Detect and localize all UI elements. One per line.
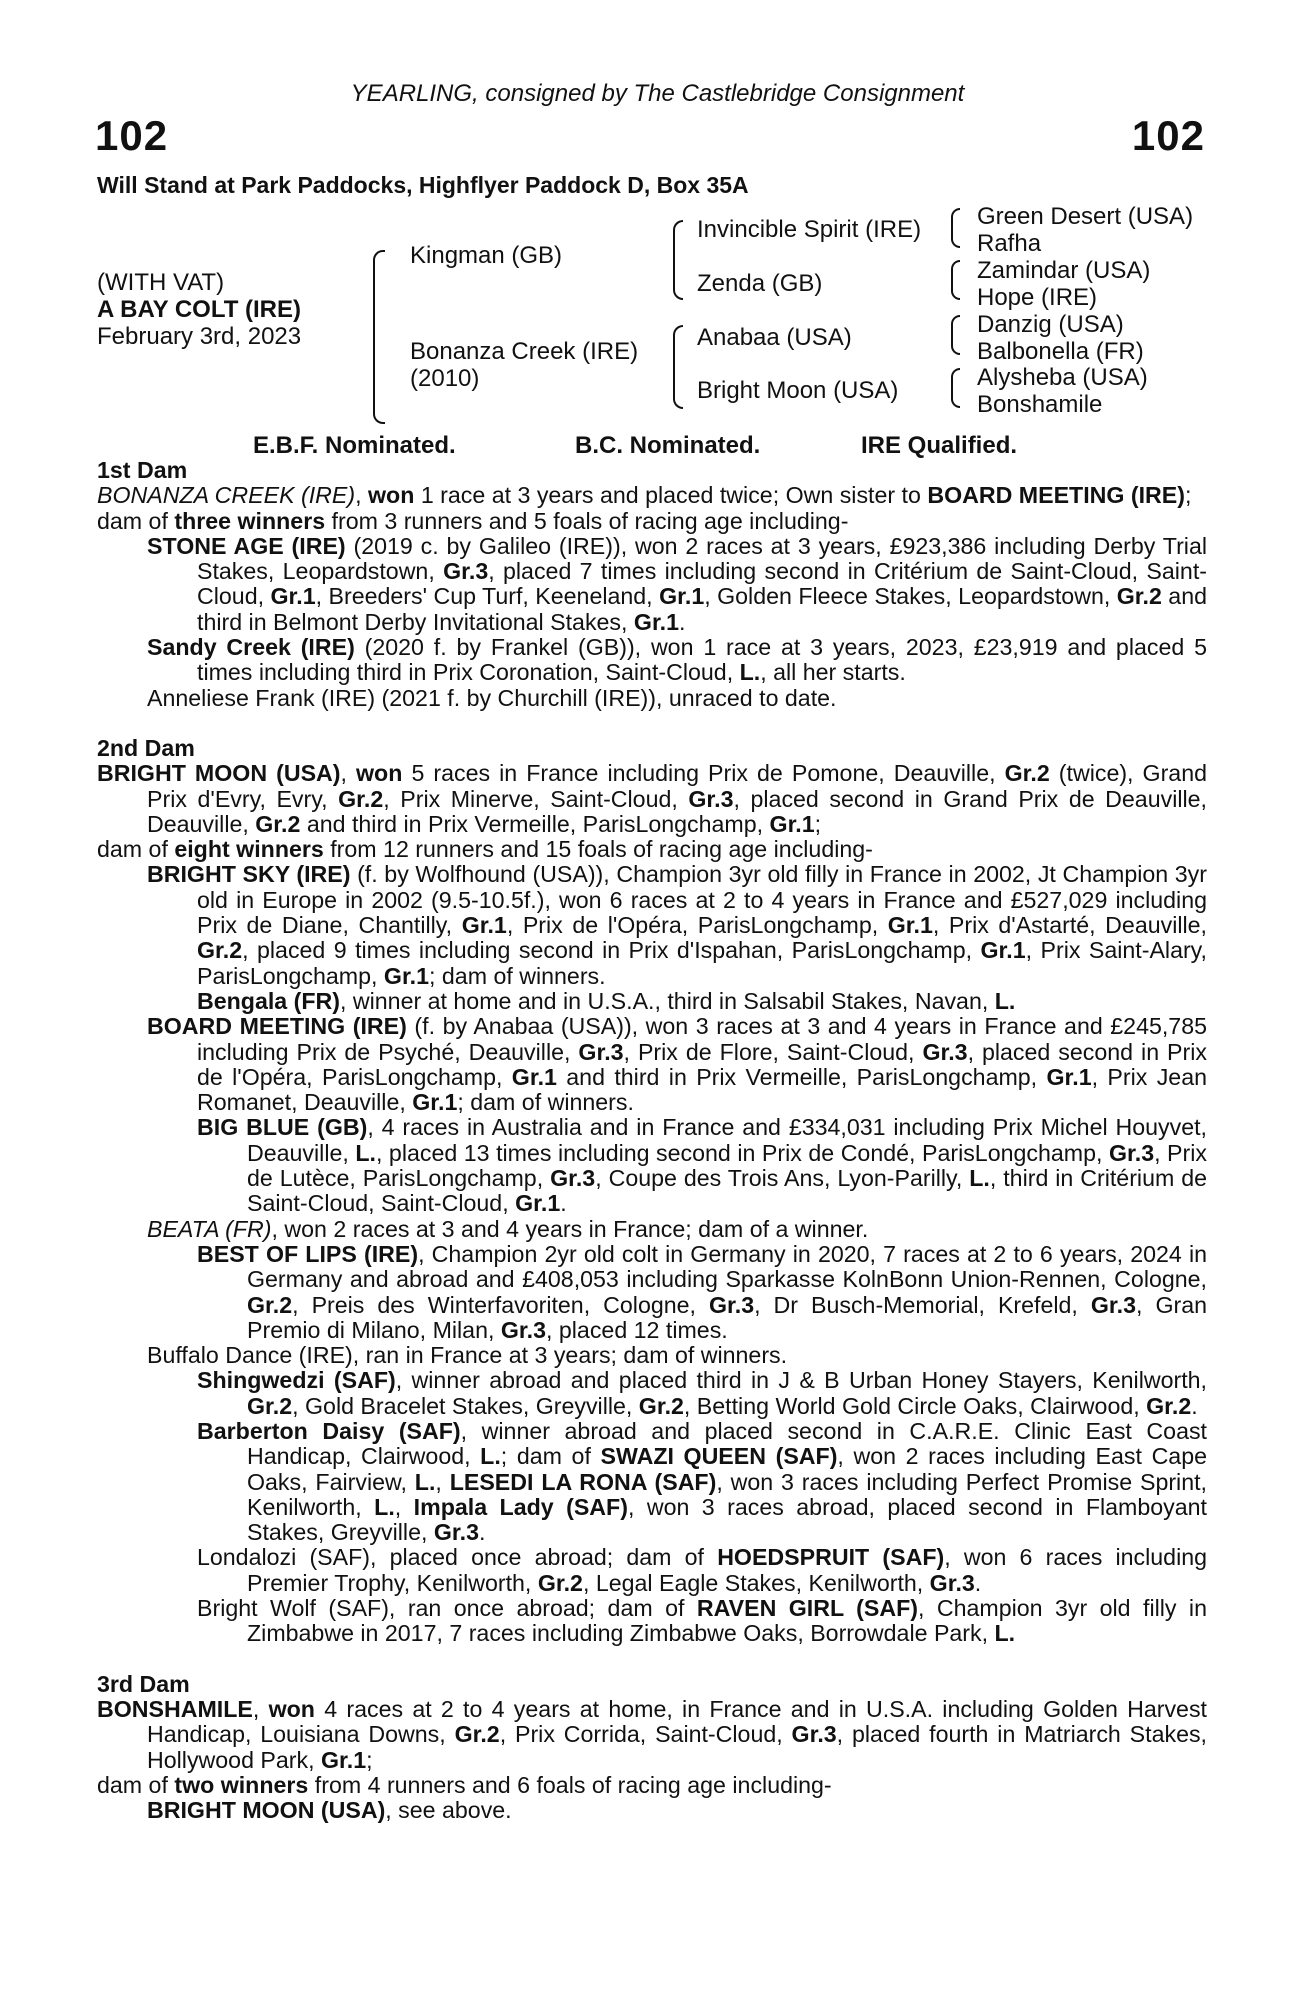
first-dam-heading: 1st Dam	[97, 457, 188, 483]
produce-beata: BEATA (FR), won 2 races at 3 and 4 years in France; dam of a winner.	[147, 1215, 869, 1242]
first-dam-entry: BONANZA CREEK (IRE), won 1 race at 3 years and placed twice; Own sister to BOARD MEETING (IRE);	[97, 482, 1192, 509]
pedigree-brace-sire	[673, 220, 683, 300]
ss-dam-name: Rafha	[977, 230, 1042, 257]
produce-bright-wolf: Bright Wolf (SAF), ran once abroad; dam of RAVEN GIRL (SAF), Champion 3yr old filly in Zimbabwe in 2017, 7 races including Zimbabwe Oaks, Borrowdale Park, L.	[197, 1595, 1207, 1647]
sire-name: Kingman (GB)	[410, 242, 563, 269]
produce-barberton-daisy: Barberton Daisy (SAF), winner abroad and placed second in C.A.R.E. Clinic East Coast Handicap, Clairwood, L.; dam of SWAZI QUEEN (SAF), won 2 races including East Cape Oaks, Fairview, L., LESEDI LA RONA (SAF), won 3 races including Perfect Promise Sprint, Kenilworth, L., Impala Lady (SAF), won 3 races abroad, placed second in Flamboyant Stakes, Greyville, Gr.3.	[197, 1417, 1207, 1546]
horse-name: A BAY COLT (IRE)	[97, 296, 302, 323]
bc-nomination: B.C. Nominated.	[575, 432, 761, 459]
pedigree-brace-dd	[951, 368, 960, 408]
produce-bright-moon-ref: BRIGHT MOON (USA), see above.	[147, 1797, 512, 1824]
pedigree-brace-sd	[951, 260, 960, 300]
produce-stone-age: STONE AGE (IRE) (2019 c. by Galileo (IRE)), won 2 races at 3 years, £923,386 including Derby Trial Stakes, Leopardstown, Gr.3, placed 7 times including second in Critérium de Saint-Cloud, Saint-Cloud, Gr.1, Breeders' Cup Turf, Keeneland, Gr.1, Golden Fleece Stakes, Leopardstown, Gr.2 and third in Belmont Derby Invitational Stakes, Gr.1.	[147, 532, 1208, 635]
second-dam-entry: BRIGHT MOON (USA), won 5 races in France including Prix de Pomone, Deauville, Gr.2 (twice), Grand Prix d'Evry, Evry, Gr.2, Prix Minerve, Saint-Cloud, Gr.3, placed second in Grand Prix de Deauville, Deauville, Gr.2 and third in Prix Vermeille, ParisLongchamp, Gr.1;	[97, 760, 1207, 837]
third-dam-heading: 3rd Dam	[97, 1670, 190, 1697]
produce-best-of-lips: BEST OF LIPS (IRE), Champion 2yr old colt in Germany in 2020, 7 races at 2 to 6 years, 2024 in Germany and abroad and £408,053 including Sparkasse KolnBonn Union-Rennen, Cologne, Gr.2, Preis des Winterfavoriten, Cologne, Gr.3, Dr Busch-Memorial, Krefeld, Gr.3, Gran Premio di Milano, Milan, Gr.3, placed 12 times.	[197, 1240, 1207, 1343]
pedigree-brace-gen1	[373, 250, 385, 424]
produce-big-blue: BIG BLUE (GB), 4 races in Australia and in France and £334,031 including Prix Michel Houyvet, Deauville, L., placed 13 times including second in Prix de Condé, ParisLongchamp, Gr.3, Prix de Lutèce, ParisLongchamp, Gr.3, Coupe des Trois Ans, Lyon-Parilly, L., third in Critérium de Saint-Cloud, Saint-Cloud, Gr.1.	[197, 1114, 1207, 1217]
produce-bengala: Bengala (FR), winner at home and in U.S.A., third in Salsabil Stakes, Navan, L.	[197, 987, 1016, 1014]
dam-year: (2010)	[410, 365, 480, 392]
second-dam-heading: 2nd Dam	[97, 734, 195, 761]
sire-dam-name: Zenda (GB)	[697, 270, 823, 297]
produce-sandy-creek: Sandy Creek (IRE) (2020 f. by Frankel (GB)), won 1 race at 3 years, 2023, £23,919 and placed 5 times including third in Prix Coronation, Saint-Cloud, L., all her starts.	[147, 634, 1207, 686]
pedigree-brace-dam	[673, 325, 683, 409]
pedigree-brace-ss	[951, 208, 960, 248]
dam-name: Bonanza Creek (IRE)	[410, 338, 639, 365]
dam-sire-name: Anabaa (USA)	[697, 324, 852, 351]
produce-anneliese-frank: Anneliese Frank (IRE) (2021 f. by Churchill (IRE)), unraced to date.	[147, 684, 837, 711]
vat-note: (WITH VAT)	[97, 269, 225, 296]
produce-buffalo-dance: Buffalo Dance (IRE), ran in France at 3 years; dam of winners.	[147, 1342, 788, 1369]
third-dam-produce-line: dam of two winners from 4 runners and 6 foals of racing age including-	[97, 1771, 832, 1798]
catalogue-body	[97, 458, 1207, 1823]
dam-dam-name: Bright Moon (USA)	[697, 377, 899, 404]
ds-dam-name: Balbonella (FR)	[977, 338, 1144, 365]
produce-board-meeting: BOARD MEETING (IRE) (f. by Anabaa (USA)), won 3 races at 3 and 4 years in France and £245,785 including Prix de Psyché, Deauville, Gr.3, Prix de Flore, Saint-Cloud, Gr.3, placed second in Prix de l'Opéra, ParisLongchamp, Gr.1 and third in Prix Vermeille, ParisLongchamp, Gr.1, Prix Jean Romanet, Deauville, Gr.1; dam of winners.	[147, 1013, 1207, 1116]
lot-number-left: 102	[95, 112, 169, 159]
ss-sire-name: Green Desert (USA)	[977, 203, 1194, 230]
ire-qualified: IRE Qualified.	[861, 432, 1018, 459]
produce-shingwedzi: Shingwedzi (SAF), winner abroad and placed third in J & B Urban Honey Stayers, Kenilworth, Gr.2, Gold Bracelet Stakes, Greyville, Gr.2, Betting World Gold Circle Oaks, Clairwood, Gr.2.	[197, 1367, 1208, 1419]
third-dam-entry: BONSHAMILE, won 4 races at 2 to 4 years at home, in France and in U.S.A. including Golden Harvest Handicap, Louisiana Downs, Gr.2, Prix Corrida, Saint-Cloud, Gr.3, placed fourth in Matriarch Stakes, Hollywood Park, Gr.1;	[97, 1695, 1208, 1773]
ds-sire-name: Danzig (USA)	[977, 311, 1124, 338]
consignment-line: YEARLING, consigned by The Castlebridge Consignment	[350, 80, 965, 107]
sd-dam-name: Hope (IRE)	[977, 284, 1098, 311]
dd-sire-name: Alysheba (USA)	[977, 364, 1148, 391]
pedigree-brace-ds	[951, 315, 960, 355]
ebf-nomination: E.B.F. Nominated.	[253, 432, 456, 459]
dd-dam-name: Bonshamile	[977, 391, 1103, 418]
produce-bright-sky: BRIGHT SKY (IRE) (f. by Wolfhound (USA)), Champion 3yr old filly in France in 2002, Jt Champion 3yr old in Europe in 2002 (9.5-10.5f.), won 6 races at 2 to 4 years in France and £527,029 including Prix de Diane, Chantilly, Gr.1, Prix de l'Opéra, ParisLongchamp, Gr.1, Prix d'Astarté, Deauville, Gr.2, placed 9 times including second in Prix d'Ispahan, ParisLongchamp, Gr.1, Prix Saint-Alary, ParisLongchamp, Gr.1; dam of winners.	[147, 861, 1208, 989]
sire-sire-name: Invincible Spirit (IRE)	[697, 216, 922, 243]
second-dam-produce-line: dam of eight winners from 12 runners and 15 foals of racing age including-	[97, 836, 873, 863]
lot-number-right: 102	[1131, 112, 1205, 159]
stabling-location: Will Stand at Park Paddocks, Highflyer Paddock D, Box 35A	[97, 172, 749, 198]
foaling-date: February 3rd, 2023	[97, 323, 302, 350]
first-dam-produce-line: dam of three winners from 3 runners and 5 foals of racing age including-	[97, 507, 849, 534]
sd-sire-name: Zamindar (USA)	[977, 257, 1151, 284]
produce-londalozi: Londalozi (SAF), placed once abroad; dam of HOEDSPRUIT (SAF), won 6 races including Premier Trophy, Kenilworth, Gr.2, Legal Eagle Stakes, Kenilworth, Gr.3.	[197, 1544, 1208, 1596]
